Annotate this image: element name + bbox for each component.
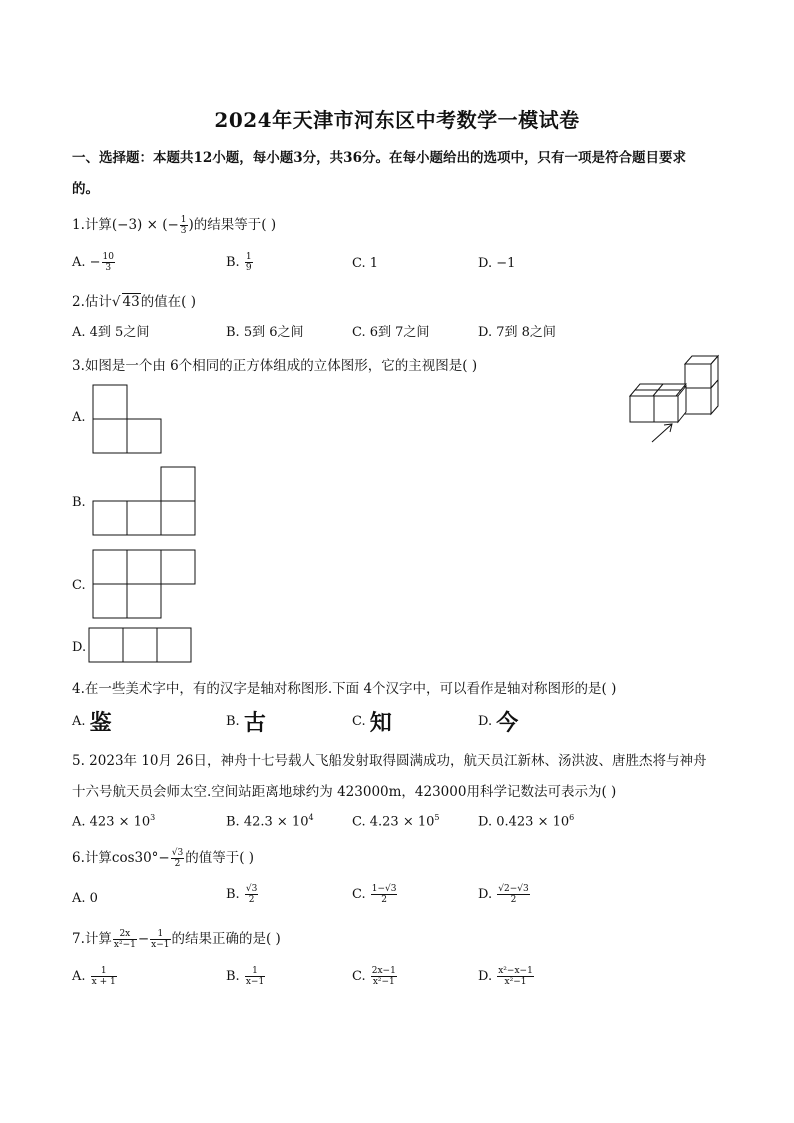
q3-option-a-label: A. [72, 410, 86, 425]
q2-option-a: A. 4到 5之间 [72, 325, 150, 340]
question-6-stem: 6.计算cos30°− $\frac{√3}{2}$ 的值等于( ) [72, 848, 255, 869]
q2-option-c: C. 6到 7之间 [352, 325, 430, 340]
q7-option-c: C. $\frac{2x-1}{\text{x²−1}}$ [352, 966, 396, 987]
question-5-line-1: 5. 2023年 10月 26日，神舟十七号载人飞船发射取得圆满成功，航天员江新林、汤洪波、唐胜杰将与神舟 [72, 753, 707, 769]
q3-option-b-view [92, 466, 198, 538]
fraction: $\frac{1}{3}$ [180, 215, 187, 236]
q1-option-b: B. $\frac{1}{9}$ [226, 252, 252, 273]
q1-option-c: C. 1 [352, 256, 379, 271]
q4-option-b: B. 古 [226, 711, 266, 736]
q7-option-a: A. $\frac{1}{x + 1}$ [72, 966, 116, 987]
q1-option-a: A. − $\frac{10}{3}$ [72, 252, 114, 273]
cube-stack-figure [620, 350, 730, 450]
q3-option-c-label: C. [72, 578, 86, 593]
question-3-stem: 3.如图是一个由 6个相同的正方体组成的立体图形，它的主视图是( ) [72, 358, 478, 374]
question-2-stem: 2.估计√ 43的值在( ) [72, 294, 197, 310]
q6-option-d: D. $\frac{√2-√3}{2}$ [478, 884, 529, 905]
q5-option-b: B. $42.3 \times 10^4$ [226, 813, 314, 830]
q5-option-c: C. $4.23 \times 10^5$ [352, 813, 440, 830]
q5-option-d: D. $0.423 \times 10^6$ [478, 813, 575, 830]
q2-option-d: D. 7到 8之间 [478, 325, 556, 340]
q4-option-c: C. 知 [352, 711, 392, 736]
section-1-heading: 一、选择题：本题共12小题，每小题3分，共36分。在每小题给出的选项中，只有一项是符合题目要求 [72, 150, 686, 166]
q5-option-a: A. $423 \times 10^3$ [72, 813, 156, 830]
q1-option-d: D. −1 [478, 256, 516, 271]
q6-option-b: B. $\frac{√3}{2}$ [226, 884, 258, 905]
q3-option-d-view [88, 627, 194, 665]
q6-option-a: A. 0 [72, 891, 98, 906]
q6-option-c: C. $\frac{1-√3}{2}$ [352, 884, 397, 905]
q7-option-b: B. $\frac{1}{x-1}$ [226, 966, 265, 987]
q2-option-b: B. 5到 6之间 [226, 325, 304, 340]
q4-option-a: A. 鉴 [72, 711, 112, 736]
question-5-line-2: 十六号航天员会师太空.空间站距离地球约为 423000m，423000用科学记数法可表示为( ) [72, 784, 617, 800]
q7-option-d: D. $\frac{\text{x²−x−1}}{\text{x²−1}}$ [478, 966, 533, 987]
q4-option-d: D. 今 [478, 711, 519, 736]
q3-option-b-label: B. [72, 495, 86, 510]
question-4-stem: 4.在一些美术字中，有的汉字是轴对称图形.下面 4个汉字中，可以看作是轴对称图形的是( ) [72, 681, 617, 697]
q3-option-c-view [92, 549, 198, 621]
question-1-stem: 1.计算(−3) × (− $\frac{1}{3}$ )的结果等于( ) [72, 215, 277, 236]
q3-option-a-view [92, 384, 164, 456]
question-7-stem: 7.计算 $\frac{2x}{\text{x²−1}}$ − $\frac{1}{x-1}$ 的结果正确的是( ) [72, 929, 281, 950]
page-title: 2024年天津市河东区中考数学一模试卷 [214, 108, 580, 132]
q3-option-d-label: D. [72, 640, 87, 655]
section-1-heading-cont: 的。 [72, 181, 99, 197]
